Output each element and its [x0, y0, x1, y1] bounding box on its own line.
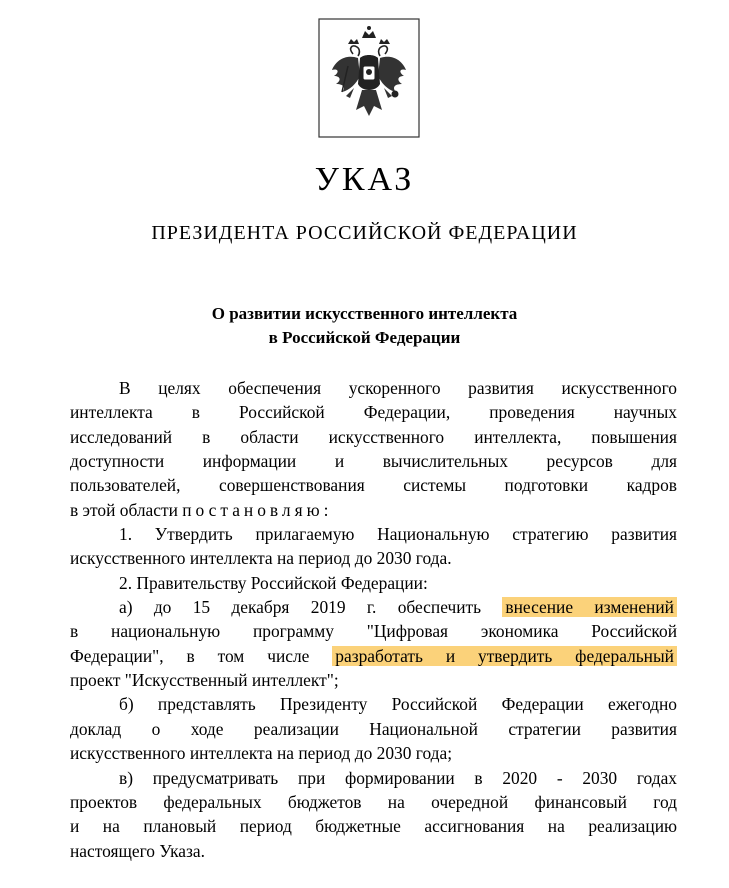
- text-line: 2. Правительству Российской Федерации:: [119, 572, 428, 593]
- text-line: искусственного интеллекта на период до 2030 года.: [70, 548, 452, 569]
- text-line: пользователей, совершенствования системы подготовки кадров: [70, 475, 677, 496]
- highlight: разработать и утвердить федеральный: [332, 646, 677, 666]
- document-subtitle: ПРЕЗИДЕНТА РОССИЙСКОЙ ФЕДЕРАЦИИ: [151, 222, 578, 244]
- text-line: исследований в области искусственного интеллекта, повышения: [70, 426, 677, 447]
- text-line: в национальную программу "Цифровая экономика Российской: [70, 621, 677, 642]
- text-line: В целях обеспечения ускоренного развития искусственного: [119, 378, 677, 398]
- text-line: интеллекта в Российской Федерации, проведения научных: [70, 402, 677, 423]
- document-title: УКАЗ: [314, 161, 415, 198]
- text-line: в) предусматривать при формировании в 2020 - 2030 годах: [119, 767, 677, 788]
- decree-word: постановляю:: [182, 499, 333, 520]
- text-line: б) представлять Президенту Российской Федерации ежегодно: [119, 694, 677, 715]
- heading-line-1: О развитии искусственного интеллекта: [211, 304, 518, 323]
- document-heading: [0, 302, 729, 350]
- text-line: проект "Искусственный интеллект";: [70, 670, 339, 691]
- text-line: 1. Утвердить прилагаемую Национальную стратегию развития: [119, 524, 677, 545]
- text-line: проектов федеральных бюджетов на очередной финансовый год: [70, 791, 677, 812]
- text-line: настоящего Указа.: [70, 840, 205, 861]
- text-line: Федерации", в том числе разработать и утвердить федеральный: [70, 644, 677, 668]
- text-line: доклад о ходе реализации Национальной стратегии развития: [70, 718, 677, 739]
- text-line: доступности информации и вычислительных ресурсов для: [70, 451, 677, 472]
- text-line: а) до 15 декабря 2019 г. обеспечить внесение изменений: [70, 595, 677, 619]
- highlight: внесение изменений: [502, 597, 677, 617]
- text-line: искусственного интеллекта на период до 2030 года;: [70, 743, 453, 764]
- text-line: в этой области постановляю:: [70, 499, 333, 520]
- decree-body: [70, 376, 677, 863]
- text-line: и на плановый период бюджетные ассигнования на реализацию: [70, 816, 677, 837]
- state-emblem-icon: [318, 18, 420, 138]
- heading-line-2: в Российской Федерации: [268, 328, 461, 347]
